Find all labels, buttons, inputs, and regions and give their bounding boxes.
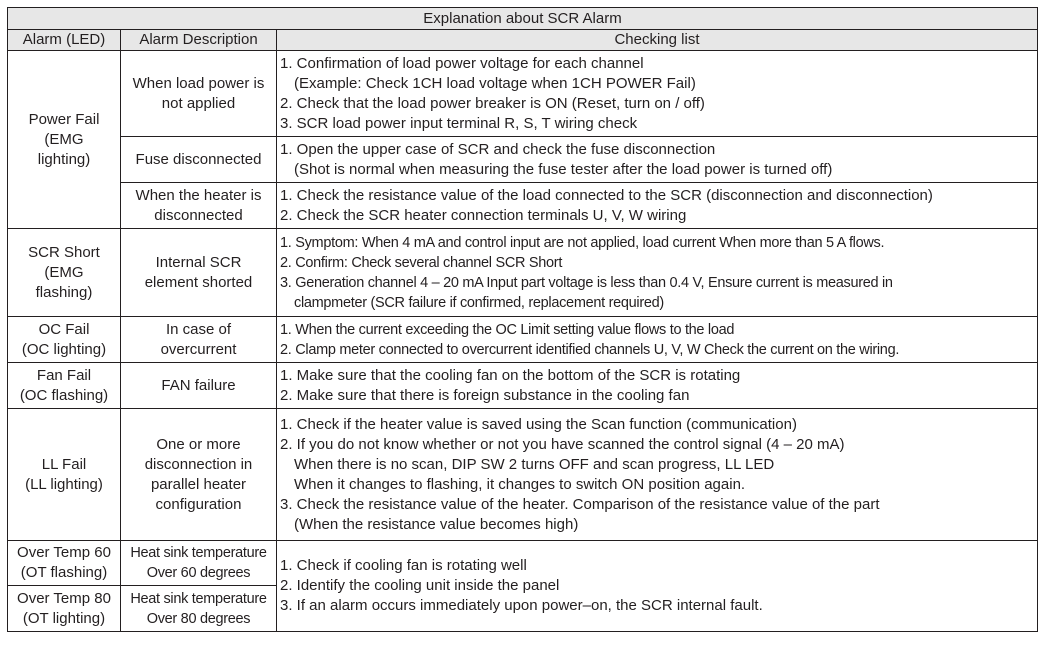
description-cell — [121, 51, 277, 137]
alarm-led: lighting) — [37, 150, 91, 168]
check-item: 3. Check the resistance value of the heater. Comparison of the resistance value of the part — [280, 495, 880, 513]
description-line: Heat sink temperature — [130, 590, 267, 607]
alarm-cell-scr-short — [8, 229, 121, 317]
check-item: 1. Check if the heater value is saved using the Scan function (communication) — [280, 415, 797, 433]
description-cell — [121, 183, 277, 229]
check-item: (Shot is normal when measuring the fuse tester after the load power is turned off) — [294, 160, 833, 178]
description-line: not applied — [161, 94, 236, 112]
check-item: (Example: Check 1CH load voltage when 1CH POWER Fail) — [294, 74, 696, 92]
header-description: Alarm Description — [121, 30, 277, 51]
checking-cell — [277, 317, 1038, 363]
table-row-fan-fail — [8, 363, 1038, 409]
checking-cell — [277, 183, 1038, 229]
table-row-ll-fail — [8, 409, 1038, 541]
alarm-name: OC Fail — [38, 320, 90, 338]
alarm-led: (OT flashing) — [20, 564, 108, 581]
check-item: When it changes to flashing, it changes to switch ON position again. — [294, 475, 746, 493]
alarm-led: (LL lighting) — [25, 475, 103, 493]
alarm-led: (OT lighting) — [22, 609, 106, 627]
description-line: disconnected — [154, 206, 243, 224]
alarm-name: SCR Short — [28, 243, 100, 261]
description-line: When load power is — [132, 74, 265, 92]
description-cell — [121, 137, 277, 183]
checking-cell — [277, 541, 1038, 632]
check-item: 3. SCR load power input terminal R, S, T wiring check — [280, 114, 638, 132]
header-checking-list: Checking list — [277, 30, 1038, 51]
check-item: (When the resistance value becomes high) — [294, 515, 579, 533]
table-row-power-fail-2 — [8, 137, 1038, 183]
description-line: Heat sink temperature — [130, 545, 267, 561]
check-item: 1. When the current exceeding the OC Limit setting value flows to the load — [280, 321, 735, 338]
checking-cell — [277, 363, 1038, 409]
description-line: When the heater is — [135, 186, 262, 204]
alarm-cell-power-fail — [8, 51, 121, 229]
alarm-name: LL Fail — [41, 455, 87, 473]
description-cell — [121, 586, 277, 632]
alarm-led: (EMG — [44, 263, 84, 281]
alarm-cell-over-temp-80 — [8, 586, 121, 632]
description-line: One or more — [156, 435, 241, 453]
check-item: When there is no scan, DIP SW 2 turns OFF and scan progress, LL LED — [294, 455, 775, 473]
alarm-led: (OC lighting) — [21, 340, 107, 358]
description-cell — [121, 229, 277, 317]
check-item: 1. Symptom: When 4 mA and control input are not applied, load current When more than 5 A flows. — [280, 234, 885, 251]
checking-cell — [277, 229, 1038, 317]
checking-cell — [277, 51, 1038, 137]
check-item: 2. Confirm: Check several channel SCR Short — [280, 254, 563, 271]
table-row-scr-short — [8, 229, 1038, 317]
description-line: overcurrent — [160, 340, 237, 358]
check-item: 3. Generation channel 4 – 20 mA Input part voltage is less than 0.4 V, Ensure current is measured in — [280, 274, 893, 291]
description-cell — [121, 541, 277, 586]
check-item: 1. Confirmation of load power voltage for each channel — [280, 54, 644, 72]
table-row-power-fail-1 — [8, 51, 1038, 137]
description-cell — [121, 363, 277, 409]
alarm-cell-fan-fail — [8, 363, 121, 409]
checking-cell — [277, 409, 1038, 541]
description-line: configuration — [155, 495, 242, 513]
description-line: Over 60 degrees — [146, 565, 251, 581]
check-item: 3. If an alarm occurs immediately upon power–on, the SCR internal fault. — [280, 597, 763, 614]
description-line: In case of — [165, 320, 232, 338]
alarm-name: Fan Fail — [36, 366, 92, 384]
description-line: disconnection in — [144, 455, 253, 473]
alarm-cell-ll-fail — [8, 409, 121, 541]
alarm-table-wrapper — [7, 7, 1038, 632]
table-row-power-fail-3 — [8, 183, 1038, 229]
description-line: Fuse disconnected — [135, 150, 262, 168]
table-row-oc-fail — [8, 317, 1038, 363]
alarm-led: flashing) — [35, 283, 93, 301]
check-item: 2. Check the SCR heater connection terminals U, V, W wiring — [280, 206, 687, 224]
check-item: 1. Check the resistance value of the load connected to the SCR (disconnection and disconnection) — [280, 186, 933, 204]
table-header-row — [8, 30, 1038, 51]
check-item: 2. Check that the load power breaker is ON (Reset, turn on / off) — [280, 94, 705, 112]
description-line: element shorted — [144, 273, 253, 291]
checking-cell — [277, 137, 1038, 183]
alarm-name: Power Fail — [28, 110, 100, 128]
table-row-over-temp-60 — [8, 541, 1038, 586]
scr-alarm-table — [7, 7, 1038, 632]
alarm-led: (OC flashing) — [19, 386, 109, 404]
description-cell — [121, 409, 277, 541]
description-line: parallel heater — [150, 475, 247, 493]
alarm-led: (EMG — [44, 130, 84, 148]
header-alarm: Alarm (LED) — [8, 30, 121, 51]
check-item: 2. Make sure that there is foreign substance in the cooling fan — [280, 386, 690, 404]
description-line: Over 80 degrees — [146, 610, 251, 627]
check-item: clampmeter (SCR failure if confirmed, replacement required) — [294, 294, 664, 311]
alarm-cell-oc-fail — [8, 317, 121, 363]
check-item: 2. Identify the cooling unit inside the panel — [280, 577, 560, 594]
check-item: 1. Open the upper case of SCR and check the fuse disconnection — [280, 140, 716, 158]
alarm-cell-over-temp-60 — [8, 541, 121, 586]
alarm-name: Over Temp 60 — [17, 544, 111, 561]
check-item: 2. Clamp meter connected to overcurrent identified channels U, V, W Check the current on the wiring. — [280, 341, 900, 358]
description-line: Internal SCR — [155, 253, 242, 271]
check-item: 2. If you do not know whether or not you have scanned the control signal (4 – 20 mA) — [280, 435, 845, 453]
check-item: 1. Check if cooling fan is rotating well — [280, 557, 527, 574]
description-line: FAN failure — [161, 376, 236, 394]
description-cell — [121, 317, 277, 363]
check-item: 1. Make sure that the cooling fan on the bottom of the SCR is rotating — [280, 366, 741, 384]
table-title: Explanation about SCR Alarm — [8, 8, 1038, 30]
alarm-name: Over Temp 80 — [17, 589, 111, 607]
table-caption-row — [8, 8, 1038, 30]
